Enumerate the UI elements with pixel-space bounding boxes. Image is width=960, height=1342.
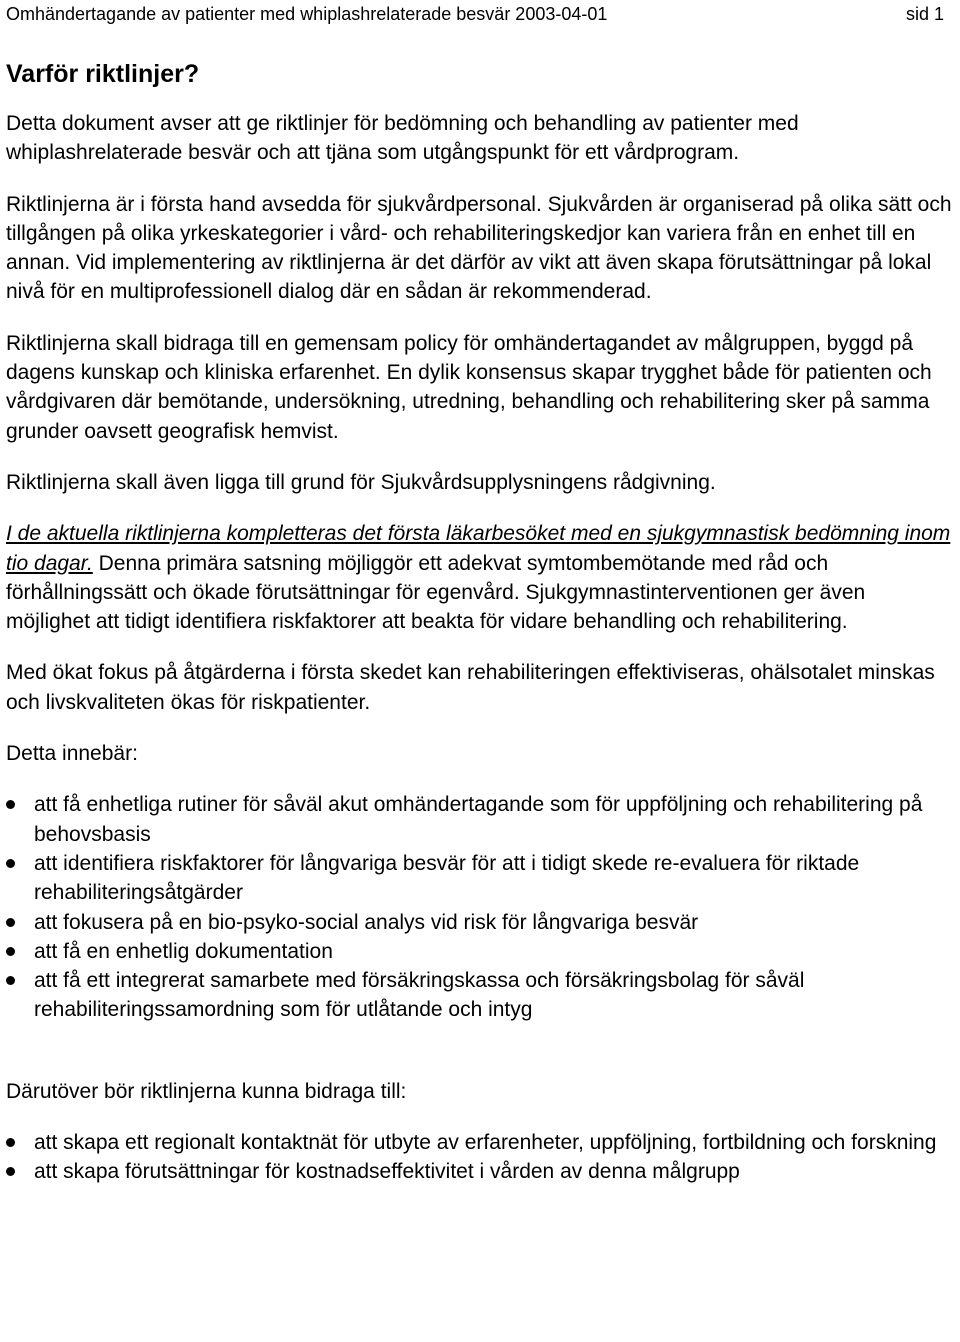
paragraph-assessment-rest: Denna primära satsning möjliggör ett adekvat symtombemötande med råd och förhållningssätt och ökade förutsättningar för egenvård. Sjukgymnastinterventionen ger även möjlighet att tidigt identifiera riskfaktorer att beakta för vidare behandling och rehabilitering. — [6, 551, 866, 634]
bullet-list-implications — [6, 790, 954, 1024]
bullet-icon — [6, 976, 15, 985]
list-item: att få enhetliga rutiner för såväl akut omhändertagande som för uppföljning och rehabilitering på behovsbasis — [6, 790, 954, 849]
emphasized-text: I de aktuella riktlinjerna kompletteras det första läkarbesöket med en sjukgymnastisk bedömning inom tio dagar. — [6, 522, 951, 575]
bullet-icon — [6, 1167, 15, 1176]
bullet-icon — [6, 800, 15, 809]
paragraph-audience: Riktlinjerna är i första hand avsedda för sjukvårdpersonal. Sjukvården är organiserad på olika sätt och tillgången på olika yrkeskategorier i vård- och rehabiliteringskedjor kan variera från en enhet till en annan. Vid implementering av riktlinjerna är det därför av vikt att även skapa förutsättningar på lokal nivå för en multiprofessionell dialog där en sådan är rekommenderad. — [6, 192, 952, 304]
bullet-icon — [6, 1138, 15, 1147]
paragraph-list-intro: Detta innebär: — [6, 742, 138, 766]
paragraph-assessment — [6, 519, 954, 636]
bullet-icon — [6, 859, 15, 868]
paragraph-advice: Riktlinjerna skall även ligga till grund för Sjukvårdsupplysningens rådgivning. — [6, 470, 716, 494]
page-header — [6, 0, 954, 26]
list-item: att skapa ett regionalt kontaktnät för utbyte av erfarenheter, uppföljning, fortbildning och forskning — [6, 1128, 954, 1157]
paragraph-policy: Riktlinjerna skall bidraga till en gemensam policy för omhändertagandet av målgruppen, byggd på dagens kunskap och kliniska erfarenhet. En dylik konsensus skapar trygghet både för patienten och vårdgivaren där bemötande, undersökning, utredning, behandling och rehabilitering sker på samma grunder oavsett geografisk hemvist. — [6, 331, 932, 443]
list-item: att få en enhetlig dokumentation — [6, 937, 954, 966]
bullet-icon — [6, 947, 15, 956]
document-page — [6, 0, 954, 1187]
paragraph-additional-intro: Därutöver bör riktlinjerna kunna bidraga till: — [6, 1079, 407, 1103]
list-item: att identifiera riskfaktorer för långvariga besvär för att i tidigt skede re-evaluera för riktade rehabiliteringsåtgärder — [6, 849, 954, 908]
bullet-icon — [6, 918, 15, 927]
bullet-list-additional — [6, 1128, 954, 1187]
section-heading: Varför riktlinjer? — [6, 60, 200, 88]
header-title: Omhändertagande av patienter med whiplashrelaterade besvär 2003-04-01 — [6, 4, 608, 24]
paragraph-focus: Med ökat fokus på åtgärderna i första skedet kan rehabiliteringen effektiviseras, ohälsotalet minskas och livskvaliteten ökas för riskpatienter. — [6, 661, 935, 714]
page-number: sid 1 — [905, 4, 944, 24]
list-item: att skapa förutsättningar för kostnadseffektivitet i vården av denna målgrupp — [6, 1157, 954, 1186]
list-item: att få ett integrerat samarbete med försäkringskassa och försäkringsbolag för såväl rehabiliteringssamordning som för utlåtande och intyg — [6, 966, 954, 1025]
list-item: att fokusera på en bio-psyko-social analys vid risk för långvariga besvär — [6, 908, 954, 937]
paragraph-purpose: Detta dokument avser att ge riktlinjer för bedömning och behandling av patienter med whiplashrelaterade besvär och att tjäna som utgångspunkt för ett vårdprogram. — [6, 112, 799, 165]
